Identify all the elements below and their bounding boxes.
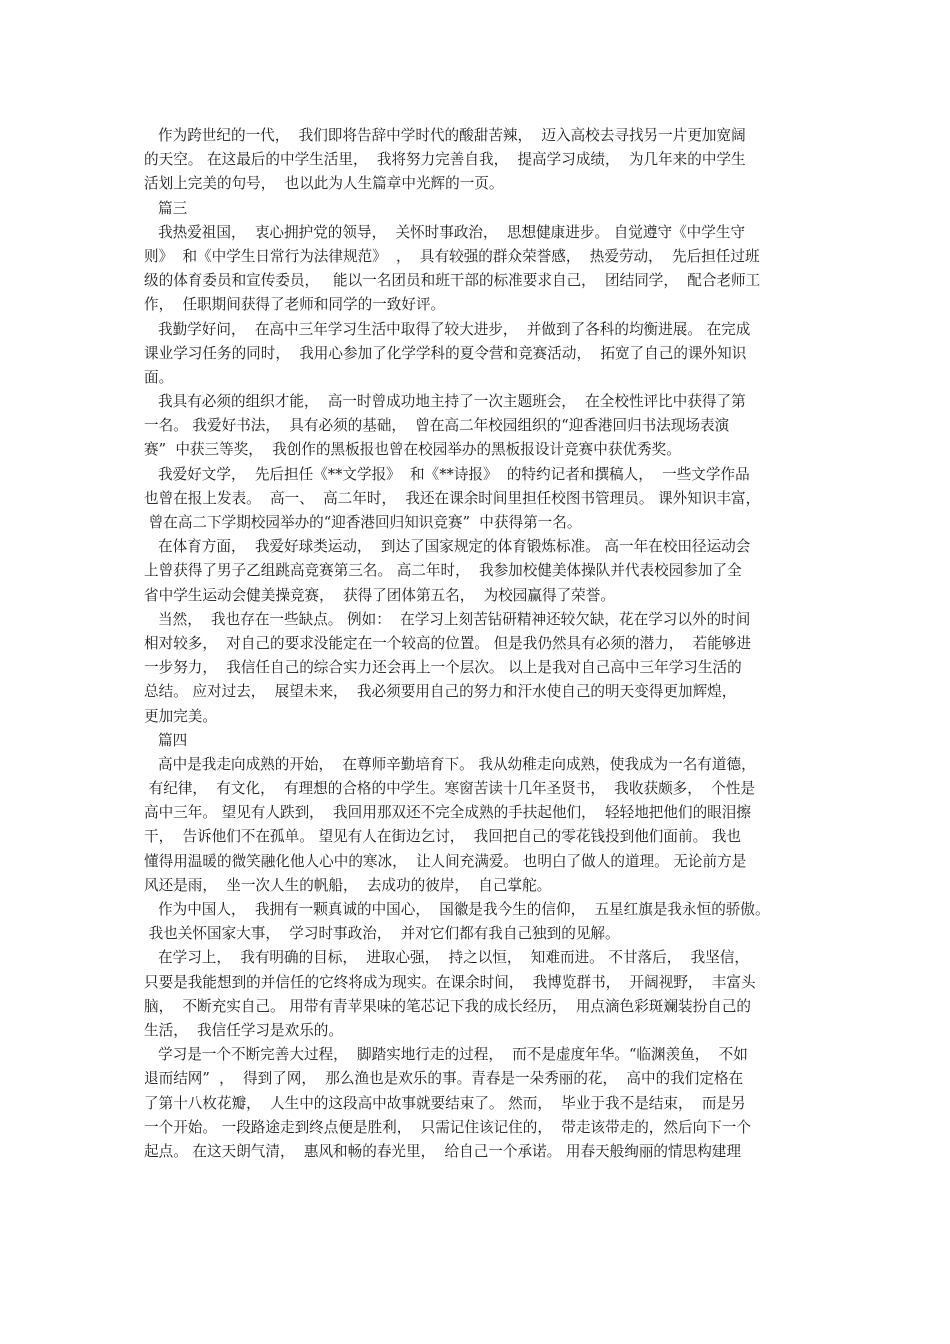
text-line: 更加完美。 [144,707,217,725]
text-line: 作为中国人， 我拥有一颗真诚的中国心， 国徽是我今生的信仰， 五星红旗是我永恒的骄傲。 [158,901,770,918]
document-body [144,124,816,1164]
text-line: 起点。 在这天朗气清， 惠风和畅的春光里， 给自己一个承诺。 用春天般绚丽的情思构建理 [144,1142,741,1160]
text-line: 篇四 [158,731,188,749]
text-line: 的天空。 在这最后的中学生活里， 我将努力完善自我， 提高学习成绩， 为几年来的中学生 [144,151,746,169]
text-line: 脑， 不断充实自己。 用带有青苹果味的笔芯记下我的成长经历， 用点滴色彩斑斓装扮自己的 [144,997,751,1015]
text-line: 活划上完美的句号， 也以此为人生篇章中光辉的一页。 [144,175,504,193]
text-line: 懂得用温暖的微笑融化他人心中的寒冰， 让人间充满爱。 也明白了做人的道理。 无论前方是 [144,852,747,870]
text-line: 高中三年。 望见有人跌到， 我回用那双还不完全成熟的手扶起他们， 轻轻地把他们的眼泪擦 [144,804,751,822]
text-line: 面。 [144,368,174,386]
text-line: 篇三 [158,199,188,217]
text-line: 相对较多， 对自己的要求没能定在一个较高的位置。 但是我仍然具有必须的潜力， 若能够进 [144,634,751,652]
text-line: 在学习上， 我有明确的目标， 进取心强， 持之以恒， 知难而进。 不甘落后， 我坚信， [158,949,750,967]
text-line: 作为跨世纪的一代， 我们即将告辞中学时代的酸甜苦辣， 迈入高校去寻找另一片更加宽阔 [158,127,746,144]
text-line: 风还是雨， 坐一次人生的帆船， 去成功的彼岸， 自己掌舵。 [144,876,552,894]
text-line: 级的体育委员和宣传委员， 能以一名团员和班干部的标准要求自己， 团结同学， 配合老师工 [144,272,761,290]
text-line: 我勤学好问， 在高中三年学习生活中取得了较大进步， 并做到了各科的均衡进展。 在完成 [158,320,751,338]
text-line: 赛” 中获三等奖， 我创作的黑板报也曾在校园举办的黑板报设计竞赛中获优秀奖。 [144,441,681,459]
text-line: 一个开始。 一段路途走到终点便是胜利， 只需记住该记住的， 带走该带走的，然后向下一个 [144,1118,751,1136]
text-line: 我也关怀国家大事， 学习时事政治， 并对它们都有我自己独到的见解。 [144,925,620,943]
text-line: 课业学习任务的同时， 我用心参加了化学学科的夏令营和竞赛活动， 拓宽了自己的课外知识 [144,344,747,362]
text-line: 当然， 我也存在一些缺点。 例如： 在学习上刻苦钻研精神还较欠缺，花在学习以外的时间 [158,610,751,628]
text-line: 总结。 应对过去， 展望未来， 我必须要用自己的努力和汗水使自己的明天变得更加辉煌， [144,683,737,701]
text-line: 曾在高二下学期校园举办的“迎香港回归知识竞赛” 中获得第一名。 [144,514,582,531]
text-line: 我具有必须的组织才能， 高一时曾成功地主持了一次主题班会， 在全校性评比中获得了第 [158,393,746,411]
text-line: 在体育方面， 我爱好球类运动， 到达了国家规定的体育锻炼标准。 高一年在校田径运动会 [158,538,751,556]
text-line: 也曾在报上发表。 高一、 高二年时， 我还在课余时间里担任校图书管理员。 课外知识丰富， [144,489,761,507]
text-line: 只要是我能想到的并信任的它终将成为现实。在课余时间， 我博览群书， 开阔视野， 丰富头 [144,973,756,991]
text-line: 生活， 我信任学习是欢乐的。 [144,1021,343,1039]
text-line: 上曾获得了男子乙组跳高竞赛第三名。 高二年时， 我参加校健美体操队并代表校园参加了全 [144,562,742,580]
text-line: 我爱好文学， 先后担任《**文学报》 和《**诗报》 的特约记者和撰稿人， 一些文学作品 [158,465,750,483]
text-line: 学习是一个不断完善大过程， 脚踏实地行走的过程， 而不是虚度年华。“临渊羡鱼， 不如 [158,1046,748,1064]
text-line: 干， 告诉他们不在孤单。 望见有人在街边乞讨， 我回把自己的零花钱投到他们面前。 我也 [144,828,741,846]
text-line: 我热爱祖国， 衷心拥护党的领导， 关怀时事政治， 思想健康进步。 自觉遵守《中学生守 [158,223,746,241]
text-line: 有纪律， 有文化， 有理想的合格的中学生。寒窗苦读十几年圣贤书， 我收获颇多， 个性是 [144,780,755,798]
text-line: 高中是我走向成熟的开始， 在尊师辛勤培育下。 我从幼稚走向成熟，使我成为一名有道德， [158,755,756,773]
text-line: 退而结网” ， 得到了网， 那么渔也是欢乐的事。青春是一朵秀丽的花， 高中的我们定格在 [144,1070,744,1088]
text-line: 一名。 我爱好书法， 具有必须的基础， 曾在高二年校园组织的“迎香港回归书法现场表演 [144,417,730,435]
text-line: 省中学生运动会健美操竞赛， 获得了团体第五名， 为校园赢得了荣誉。 [144,586,615,604]
text-line: 作， 任职期间获得了老师和同学的一致好评。 [144,296,446,314]
text-line: 则》 和《中学生日常行为法律规范》 ， 具有较强的群众荣誉感， 热爱劳动， 先后担任过班 [144,247,760,265]
text-line: 一步努力， 我信任自己的综合实力还会再上一个层次。 以上是我对自己高中三年学习生活的 [144,659,742,677]
text-line: 了第十八枚花瓣， 人生中的这段高中故事就要结束了。 然而， 毕业于我不是结束， 而是另 [144,1094,746,1112]
